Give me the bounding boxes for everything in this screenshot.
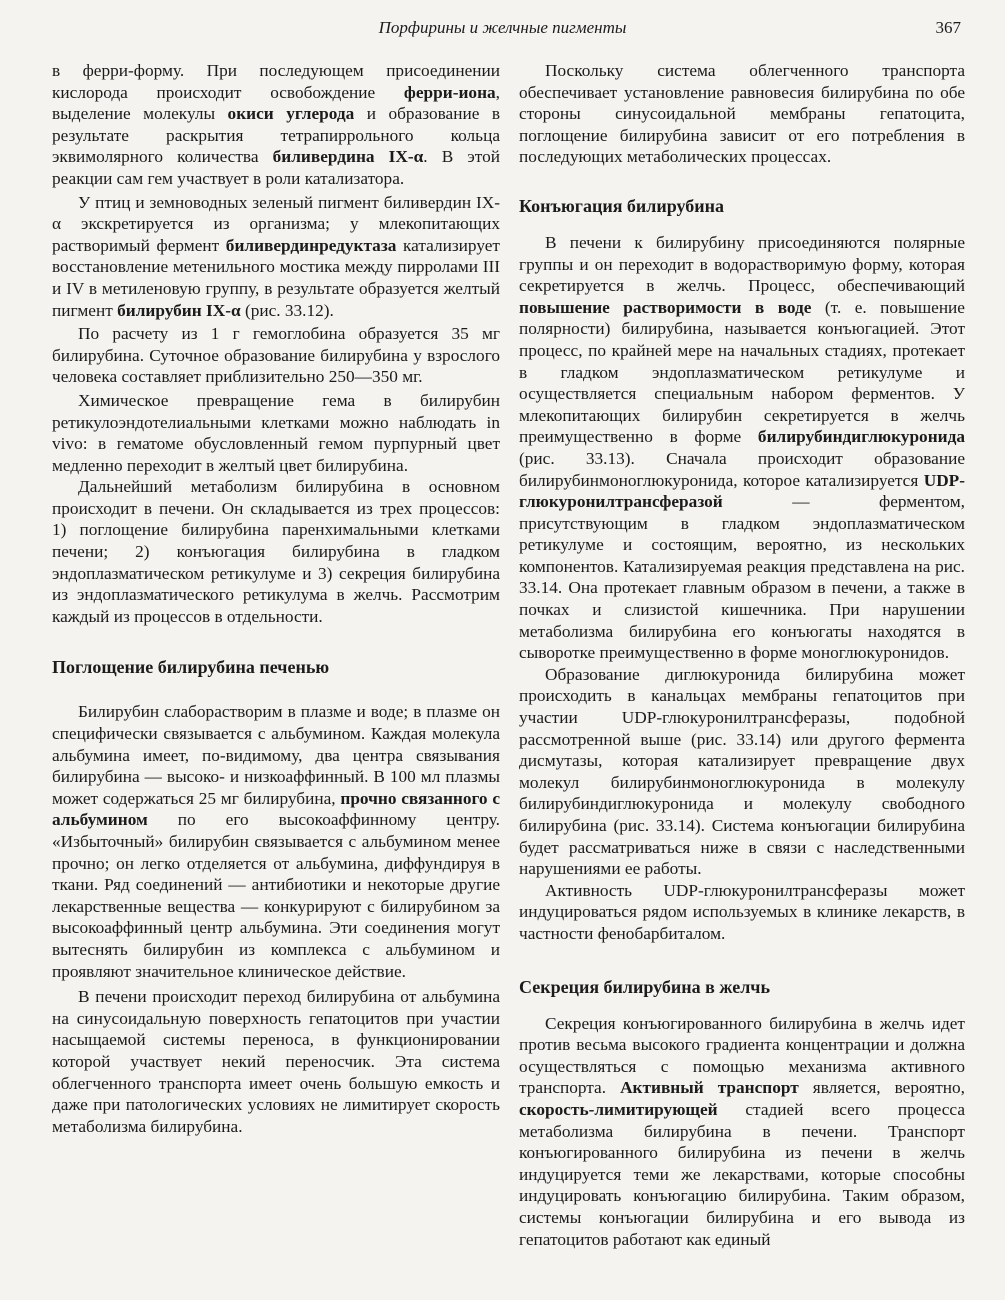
section-heading: Секреция билирубина в желчь — [519, 976, 770, 997]
paragraph: Образование диглюкуронида билирубина может происходить в канальцах мембраны гепатоцитов при участии UDP-глюкуронилтрансферазы, подобной рассмотренной выше (рис. 33.14) или другого фермента дисмутазы, которая катализирует превращение двух молекул билирубинмоноглюкуронида в молекулу билирубиндиглюкуронида и молекулу свободного билирубина (рис. 33.14). Система конъюгации билирубина будет рассматриваться ниже в связи с наследственными нарушениями ее работы. — [519, 664, 965, 879]
section-heading: Конъюгация билирубина — [519, 195, 725, 216]
page-number: 367 — [935, 18, 961, 37]
paragraph: Активность UDP-глюкуронилтрансферазы может индуцироваться рядом используемых в клинике лекарств, в частности фенобарбиталом. — [519, 880, 965, 943]
paragraph: У птиц и земноводных зеленый пигмент биливердин IX-α экскретируется из организма; у млекопитающих растворимый фермент биливердинредуктаза катализирует восстановление метенильного мостика между пирролами III и IV в метиленовую группу, в результате образуется желтый пигмент билирубин IX-α (рис. 33.12). — [52, 192, 500, 320]
section-heading: Поглощение билирубина печенью — [52, 657, 330, 678]
paragraph: Секреция конъюгированного билирубина в желчь идет против весьма высокого градиента концентрации и должна осуществляться с помощью механизма активного транспорта. Активный транспорт является, вероятно, скорость-лимитирующей стадией всего процесса метаболизма билирубина в печени. Транспорт конъюгированного билирубина из печени в желчь индуцируется теми же лекарствами, которые способны индуцировать конъюгацию билирубина. Таким образом, системы конъюгации билирубина и его вывода из гепатоцитов работают как единый — [519, 1013, 965, 1249]
paragraph: В печени к билирубину присоединяются полярные группы и он переходит в водорастворимую форму, которая секретируется в желчь. Процесс, обеспечивающий повышение растворимости в воде (т. е. повышение полярности) билирубина, называется конъюгацией. Этот процесс, по крайней мере на начальных стадиях, протекает в гладком эндоплазматическом ретикулуме и осуществляется специальным набором ферментов. У млекопитающих билирубин секретируется в желчь преимущественно в форме билирубиндиглюкуронида (рис. 33.13). Сначала происходит образование билирубинмоноглюкуронида, которое катализируется UDP-глюкуронилтрансферазой — ферментом, присутствующим в гладком эндоплазматическом ретикулуме и состоящим, вероятно, из нескольких компонентов. Катализируемая реакция представлена на рис. 33.14. Она протекает главным образом в печени, а также в почках и слизистой кишечника. При нарушении метаболизма билирубина его конъюгаты находятся в сыворотке преимущественно в форме моноглюкуронидов. — [519, 232, 965, 663]
running-title: Порфирины и желчные пигменты — [378, 18, 627, 37]
paragraph: По расчету из 1 г гемоглобина образуется 35 мг билирубина. Суточное образование билирубина у взрослого человека составляет приблизительно 250—350 мг. — [52, 324, 500, 387]
paragraph: Поскольку система облегченного транспорта обеспечивает установление равновесия билирубина по обе стороны синусоидальной мембраны гепатоцита, поглощение билирубина зависит от его потребления в последующих метаболических процессах. — [519, 61, 965, 167]
paragraph: Дальнейший метаболизм билирубина в основном происходит в печени. Он складывается из трех процессов: 1) поглощение билирубина паренхимальными клетками печени; 2) конъюгация билирубина в гладком эндоплазматическом ретикулуме и 3) секреция билирубина из эндоплазматического ретикулума в желчь. Рассмотрим каждый из процессов в отдельности. — [52, 477, 500, 626]
paragraph: в ферри-форму. При последующем присоединении кислорода происходит освобождение ферри-иона, выделение молекулы окиси углерода и образование в результате раскрытия тетрапиррольного кольца эквимолярного количества биливердина IX-α. В этой реакции сам гем участвует в роли катализатора. — [52, 61, 500, 188]
left-column — [52, 60, 500, 1137]
page-header — [0, 18, 1005, 46]
right-column — [519, 60, 965, 1250]
paragraph: Химическое превращение гема в билирубин ретикулоэндотелиальными клетками можно наблюдать in vivo: в гематоме обусловленный гемом пурпурный цвет медленно переходит в желтый цвет билирубина. — [52, 390, 500, 475]
paragraph: Билирубин слаборастворим в плазме и воде; в плазме он специфически связывается с альбумином. Каждая молекула альбумина имеет, по-видимому, два центра связывания билирубина — высоко- и низкоаффинный. В 100 мл плазмы может содержаться 25 мг билирубина, прочно связанного с альбумином по его высокоаффинному центру. «Избыточный» билирубин связывается с альбумином менее прочно; он легко отделяется от альбумина, диффундируя в ткани. Ряд соединений — антибиотики и некоторые другие лекарственные вещества — конкурируют с билирубином за высокоаффинный центр альбумина. Эти соединения могут вытеснять билирубин из комплекса с альбумином и проявляют значительное клиническое действие. — [52, 702, 500, 981]
paragraph: В печени происходит переход билирубина от альбумина на синусоидальную поверхность гепатоцитов при участии насыщаемой системы переноса, в функционировании которой участвует некий переносчик. Эта система облегченного транспорта имеет очень большую емкость и даже при патологических условиях не лимитирует скорость метаболизма билирубина. — [52, 987, 500, 1136]
